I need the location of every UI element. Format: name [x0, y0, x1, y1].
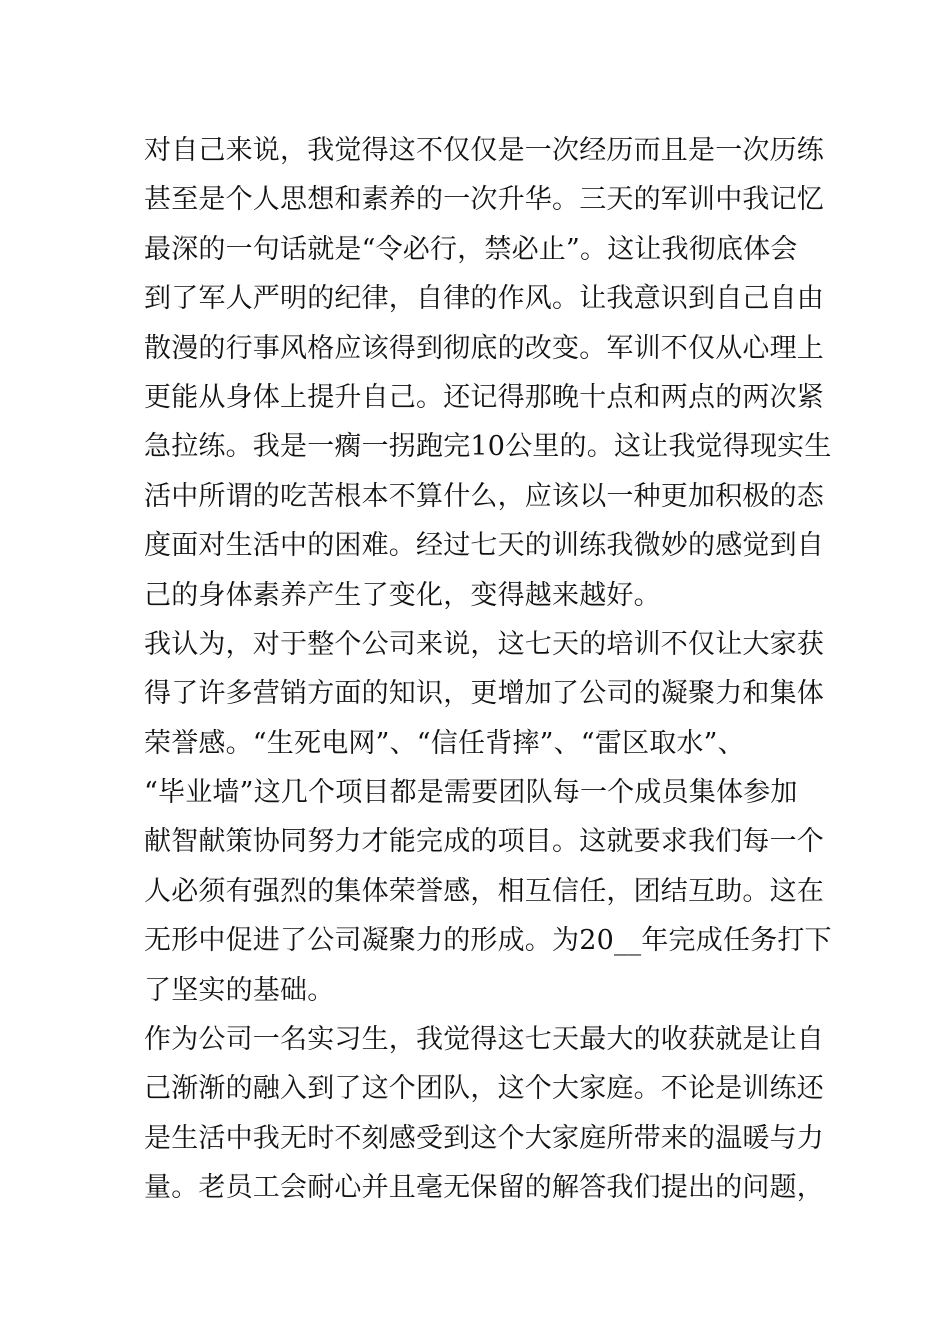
text-line: 最深的一句话就是“令必行，禁必止”。这让我彻底体会 — [144, 233, 798, 265]
document-body — [144, 126, 832, 1213]
text-line: 散漫的行事风格应该得到彻底的改变。军训不仅从心理上 — [144, 332, 824, 364]
text-line: 荣誉感。“生死电网”、“信任背摔”、“雷区取水”、 — [144, 727, 745, 759]
text-line: “毕业墙”这几个项目都是需要团队每一个成员集体参加 — [144, 777, 798, 809]
text-line: 我认为，对于整个公司来说，这七天的培训不仅让大家获 — [144, 628, 824, 660]
text-line: 更能从身体上提升自己。还记得那晚十点和两点的两次紧 — [144, 381, 824, 413]
text-line: 人必须有强烈的集体荣誉感，相互信任，团结互助。这在 — [144, 875, 824, 907]
text-line: 到了军人严明的纪律，自律的作风。让我意识到自己自由 — [144, 283, 824, 315]
text-line: 无形中促进了公司凝聚力的形成。为20__年完成任务打下 — [144, 925, 832, 957]
text-line: 己渐渐的融入到了这个团队，这个大家庭。不论是训练还 — [144, 1073, 824, 1105]
text-line: 作为公司一名实习生，我觉得这七天最大的收获就是让自 — [144, 1024, 824, 1056]
text-line: 了坚实的基础。 — [144, 974, 335, 1006]
text-line: 得了许多营销方面的知识，更增加了公司的凝聚力和集体 — [144, 678, 824, 710]
text-line: 己的身体素养产生了变化，变得越来越好。 — [144, 579, 661, 611]
text-line: 度面对生活中的困难。经过七天的训练我微妙的感觉到自 — [144, 530, 824, 562]
text-line: 量。老员工会耐心并且毫无保留的解答我们提出的问题， — [144, 1172, 824, 1204]
text-line: 急拉练。我是一瘸一拐跑完10公里的。这让我觉得现实生 — [144, 431, 832, 463]
text-line: 献智献策协同努力才能完成的项目。这就要求我们每一个 — [144, 826, 824, 858]
text-line: 是生活中我无时不刻感受到这个大家庭所带来的温暖与力 — [144, 1122, 824, 1154]
text-line: 活中所谓的吃苦根本不算什么，应该以一种更加积极的态 — [144, 480, 824, 512]
text-line: 甚至是个人思想和素养的一次升华。三天的军训中我记忆 — [144, 184, 824, 216]
text-line: 对自己来说，我觉得这不仅仅是一次经历而且是一次历练 — [144, 135, 824, 166]
